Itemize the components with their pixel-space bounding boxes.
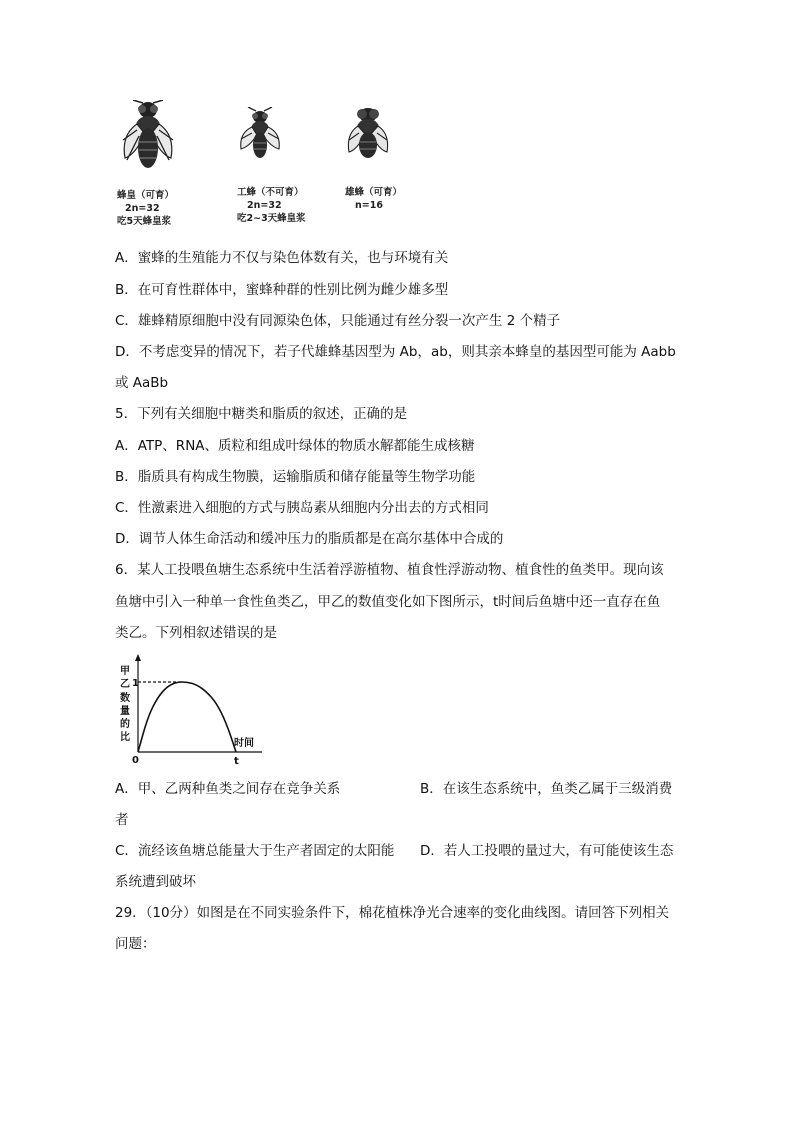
queen-chromosome: 2n=32 — [125, 203, 160, 214]
q5-option-a: A．ATP、RNA、质粒和组成叶绿体的物质水解都能生成核糖 — [115, 438, 475, 454]
y-label-char-6: 比 — [120, 732, 130, 743]
q6-option-b-line2: 者 — [115, 812, 129, 828]
origin-label: 0 — [132, 755, 139, 766]
drone-bee-illustration — [345, 106, 391, 162]
q6-stem-line1: 6．某人工投喂鱼塘生态系统中生活着浮游植物、植食性浮游动物、植食性的鱼类甲。现向该 — [115, 562, 664, 578]
y-label-char-5: 的 — [120, 719, 130, 730]
q4-option-a: A．蜜蜂的生殖能力不仅与染色体数有关，也与环境有关 — [115, 250, 449, 266]
fish-ratio-chart — [112, 654, 272, 766]
y-label-char-1: 甲 — [120, 666, 130, 677]
q4-option-d-line1: D．不考虑变异的情况下，若子代雄蜂基因型为 Ab，ab，则其亲本蜂皇的基因型可能为 Aabb — [115, 344, 676, 360]
y-label-char-2: 乙 — [120, 679, 130, 690]
q29-stem-line1: 29．（10分）如图是在不同实验条件下，棉花植株净光合速率的变化曲线图。请回答下列相关 — [115, 905, 670, 921]
worker-name: 工蜂（不可育） — [237, 187, 304, 198]
drone-chromosome: n=16 — [355, 200, 383, 211]
q5-option-d: D．调节人体生命活动和缓冲压力的脂质都是在高尔基体中合成的 — [115, 531, 504, 547]
worker-bee-illustration — [235, 107, 285, 162]
q6-option-c: C．流经该鱼塘总能量大于生产者固定的太阳能 — [115, 843, 395, 859]
q6-stem-line2: 鱼塘中引入一种单一食性鱼类乙，甲乙的数值变化如下图所示，t时间后鱼塘中还一直存在鱼 — [115, 594, 661, 610]
x-end-label: t — [234, 756, 239, 766]
q6-option-d-line1: D．若人工投喂的量过大，有可能使该生态 — [420, 843, 674, 859]
queen-bee-illustration — [115, 100, 181, 172]
q5-option-b: B．脂质具有构成生物膜，运输脂质和储存能量等生物学功能 — [115, 469, 476, 485]
x-axis-label: 时间 — [234, 738, 254, 749]
q4-option-d-line2: 或 AaBb — [115, 375, 169, 391]
q5-option-c: C．性激素进入细胞的方式与胰岛素从细胞内分出去的方式相同 — [115, 500, 489, 516]
worker-caption — [237, 186, 306, 225]
q5-stem: 5．下列有关细胞中糖类和脂质的叙述，正确的是 — [115, 406, 408, 422]
q4-option-b: B．在可育性群体中，蜜蜂种群的性别比例为雌少雄多型 — [115, 282, 449, 298]
q6-option-b-line1: B．在该生态系统中，鱼类乙属于三级消费 — [420, 781, 673, 797]
y-label-char-3: 数 — [120, 693, 130, 704]
q4-option-c: C．雄蜂精原细胞中没有同源染色体，只能通过有丝分裂一次产生 2 个精子 — [115, 313, 561, 329]
y-label-char-4: 量 — [120, 706, 130, 717]
ratio-curve — [138, 682, 236, 752]
drone-name: 雄蜂（可育） — [345, 187, 403, 198]
drone-caption — [345, 186, 402, 212]
y-axis-arrow — [135, 654, 141, 661]
queen-note: 吃5天蜂皇浆 — [117, 216, 172, 227]
y-tick-label: 1 — [132, 678, 139, 689]
q29-stem-line2: 问题： — [115, 936, 156, 952]
q6-stem-line3: 类乙。下列相叙述错误的是 — [115, 625, 277, 641]
worker-chromosome: 2n=32 — [247, 200, 282, 211]
worker-note: 吃2~3天蜂皇浆 — [237, 213, 306, 224]
q6-option-a: A．甲、乙两种鱼类之间存在竞争关系 — [115, 781, 341, 797]
queen-name: 蜂皇（可育） — [117, 190, 175, 201]
q6-option-d-line2: 系统遭到破坏 — [115, 874, 196, 890]
queen-caption — [117, 189, 174, 228]
